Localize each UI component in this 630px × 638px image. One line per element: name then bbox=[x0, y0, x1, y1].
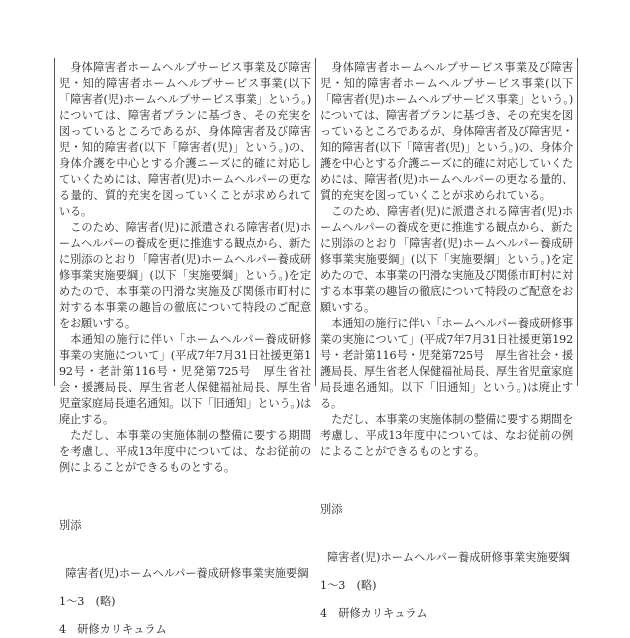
spacer bbox=[59, 534, 311, 566]
paragraph-4: ただし、本事業の実施体制の整備に要する期間を考慮し、平成13年度中については、なお従前の例によることができるものとする。 bbox=[320, 413, 573, 458]
column-current bbox=[316, 58, 577, 620]
paragraph-4: ただし、本事業の実施体制の整備に要する期間を考慮し、平成13年度中については、なお従前の例によることができるものとする。 bbox=[59, 429, 311, 474]
attachment-label: 別添 bbox=[59, 519, 82, 532]
attachment-label: 別添 bbox=[320, 503, 343, 516]
spacer bbox=[320, 460, 573, 502]
list-item: 4 研修カリキュラム bbox=[59, 623, 167, 636]
spacer bbox=[320, 518, 573, 550]
spacer bbox=[320, 566, 573, 578]
spacer bbox=[320, 594, 573, 606]
paragraph-2: このため、障害者(児)に派遣される障害者(児)ホームヘルパーの養成を更に推進する観点から、新たに別添のとおり「障害者(児)ホームヘルパー養成研修事業実施要綱」(以下「実施要綱」という。)を定めたので、本事業の円滑な実施及び関係市町村に対する本事業の趣旨の徹底について特段のご配意をお願いする。 bbox=[59, 221, 311, 330]
column-revised bbox=[55, 58, 316, 636]
list-item: 1〜3 (略) bbox=[320, 579, 377, 592]
spacer bbox=[59, 582, 311, 594]
comparison-table bbox=[54, 58, 578, 636]
spacer bbox=[59, 610, 311, 622]
paragraph-3: 本通知の施行に伴い「ホームヘルパー養成研修事業の実施について」(平成7年7月31日社援更第192号・老計第116号・児発第725号 厚生省社会・援護局長、厚生省老人保健福祉局長、厚生省児童家庭局長連名通知。以下「旧通知」という。)は廃止する。 bbox=[320, 317, 573, 410]
paragraph-1: 身体障害者ホームヘルプサービス事業及び障害児・知的障害者ホームヘルプサービス事業(以下「障害者(児)ホームヘルプサービス事業」という。)については、障害者プランに基づき、その充実を図っているところであるが、身体障害者及び障害児・知的障害者(以下「障害者(児)」という。)の、身体介護を中心とする介護ニーズに的確に対応していくためには、障害者(児)ホームヘルパーの更なる量的、質的充実を図っていくことが求められている。 bbox=[320, 61, 573, 202]
attachment-title: 障害者(児)ホームヘルパー養成研修事業実施要綱 bbox=[327, 551, 570, 564]
paragraph-2: このため、障害者(児)に派遣される障害者(児)ホームヘルパーの養成を更に推進する観点から、新たに別添のとおり「障害者(児)ホームヘルパー養成研修事業実施要綱」(以下「実施要綱」という。)を定めたので、本事業の円滑な実施及び関係市町村に対する本事業の趣旨の徹底について特段のご配意をお願いする。 bbox=[320, 205, 573, 314]
paragraph-3: 本通知の施行に伴い「ホームヘルパー養成研修事業の実施について」(平成7年7月31日社援更第192号・老計第116号・児発第725号 厚生省社会・援護局長、厚生省老人保健福祉局長、厚生省児童家庭局長連名通知。以下「旧通知」という。)は廃止する。 bbox=[59, 333, 311, 426]
spacer bbox=[59, 476, 311, 518]
list-item: 1〜3 (略) bbox=[59, 595, 116, 608]
list-item: 4 研修カリキュラム bbox=[320, 607, 428, 620]
paragraph-1: 身体障害者ホームヘルプサービス事業及び障害児・知的障害者ホームヘルプサービス事業(以下「障害者(児)ホームヘルプサービス事業」という。)については、障害者プランに基づき、その充実を図っているところであるが、身体障害者及び障害児・知的障害者(以下「障害者(児)」という。)の、身体介護を中心とする介護ニーズに的確に対応していくためには、障害者(児)ホームヘルパーの更なる量的、質的充実を図っていくことが求められている。 bbox=[59, 61, 311, 218]
attachment-title: 障害者(児)ホームヘルパー養成研修事業実施要綱 bbox=[65, 567, 309, 580]
